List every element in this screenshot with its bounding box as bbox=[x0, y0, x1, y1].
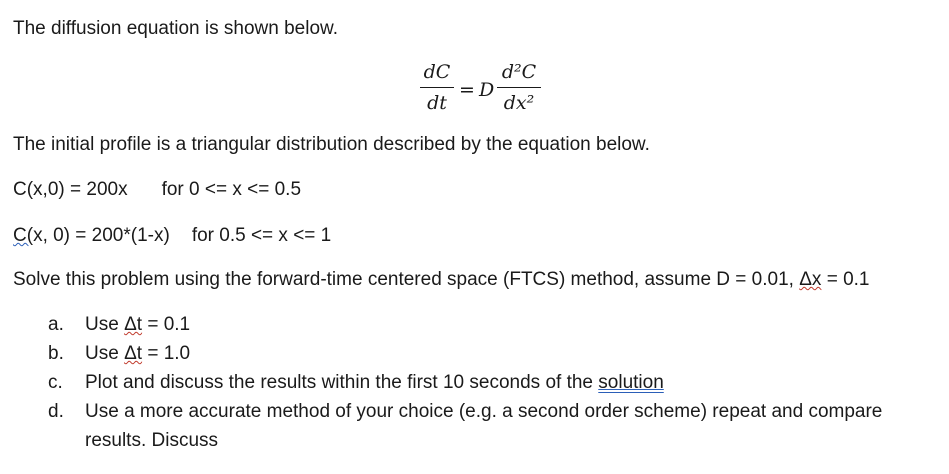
problem-text-before: Solve this problem using the forward-time centered space (FTCS) method, assume D = 0.01, bbox=[13, 269, 800, 290]
item-c-solution-word: solution bbox=[598, 372, 664, 393]
condition-2-range: for 0.5 <= x <= 1 bbox=[191, 225, 332, 246]
list-item-b bbox=[48, 342, 190, 366]
initial-condition-1 bbox=[13, 178, 301, 202]
problem-text-after: = 0.1 bbox=[821, 269, 870, 290]
item-a-prefix: Use bbox=[85, 314, 125, 335]
profile-intro-text: The initial profile is a triangular distribution described by the equation below. bbox=[13, 134, 650, 155]
item-d-line-1: Use a more accurate method of your choice (e.g. a second order scheme) repeat and compare bbox=[85, 401, 883, 422]
item-d-line-2: results. Discuss bbox=[85, 430, 219, 451]
item-b-value: = 1.0 bbox=[142, 343, 191, 364]
list-marker-b: b. bbox=[48, 343, 64, 364]
intro-text: The diffusion equation is shown below. bbox=[13, 18, 338, 39]
lhs-fraction bbox=[420, 60, 454, 115]
condition-2-expression-head: C( bbox=[13, 225, 34, 246]
condition-1-range: for 0 <= x <= 0.5 bbox=[161, 179, 302, 200]
list-marker-a: a. bbox=[48, 314, 64, 335]
problem-statement bbox=[13, 268, 870, 292]
rhs-denominator: dx² bbox=[503, 92, 535, 114]
rhs-numerator: d²C bbox=[501, 61, 537, 83]
condition-1-expression: C(x,0) = 200x bbox=[13, 179, 128, 200]
list-marker-d: d. bbox=[48, 401, 64, 422]
rhs-fraction bbox=[497, 60, 541, 115]
equals-sign: = bbox=[459, 79, 475, 101]
rhs-fraction-bar bbox=[497, 87, 541, 88]
item-b-prefix: Use bbox=[85, 343, 125, 364]
lhs-denominator: dt bbox=[427, 92, 447, 114]
delta-t-symbol-b: Δt bbox=[124, 343, 143, 364]
diffusion-equation bbox=[0, 0, 949, 130]
item-a-value: = 0.1 bbox=[142, 314, 191, 335]
list-marker-c: c. bbox=[48, 372, 63, 393]
list-item-d bbox=[48, 400, 882, 424]
initial-condition-2 bbox=[13, 224, 331, 248]
list-item-a bbox=[48, 313, 190, 337]
list-item-c bbox=[48, 371, 664, 395]
delta-t-symbol-a: Δt bbox=[124, 314, 143, 335]
lhs-fraction-bar bbox=[420, 87, 454, 88]
delta-x-symbol: Δx bbox=[799, 269, 822, 290]
diffusion-coefficient: D bbox=[479, 79, 495, 101]
lhs-numerator: dC bbox=[423, 61, 451, 83]
condition-2-expression-tail: x, 0) = 200*(1-x) bbox=[33, 225, 170, 246]
item-c-text: Plot and discuss the results within the first 10 seconds of the bbox=[85, 372, 599, 393]
